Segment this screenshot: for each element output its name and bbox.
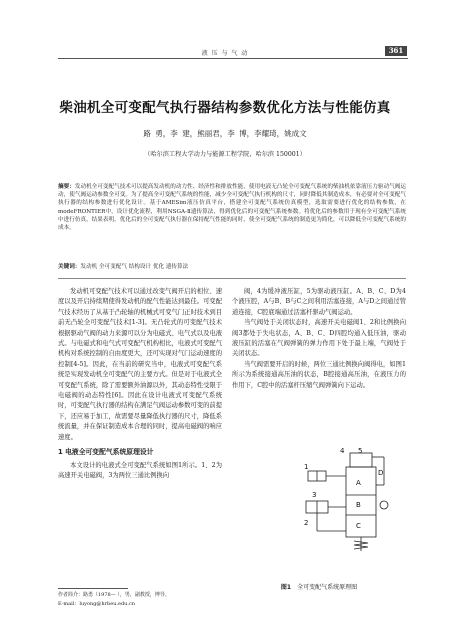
label-2: 2 bbox=[304, 519, 309, 527]
left-column bbox=[58, 287, 222, 481]
label-1: 1 bbox=[304, 463, 309, 471]
label-3: 3 bbox=[312, 491, 317, 499]
abstract-text: 发动机全可变配气技术可以提高发动机的动力性、经济性和排放性能，使用电液无凸轮全可变配气系统的柴油机依靠液压力驱动气阀运动，使气阀运动参数全可变。为了提高全可变配气系统的性能，减少全可变配气执行机构的尺寸，同时降低其制造成本，有必要对全可变配气执行器的结构参数进行优化设计。基于AMESim液压仿真平台，搭建全可变配气系统仿真模型，选取需要进行优化的结构参数，在modeFRONTIER中，设计优化流程，利用NSGA-Ⅱ遗传算法，得到优化后的可变配气系统参数。将优化后的参数用于现有全可变配气系统中进行仿真，结果表明，优化后的全可变配气执行器在保持配气性能的同时，使全可变配气系统的制造更为简化，可以降低全可变配气系统的成本。 bbox=[58, 184, 406, 232]
footnote-divider bbox=[58, 588, 128, 589]
figure-caption-label: 图1 bbox=[280, 584, 292, 591]
right-paragraph-3: 当气阀需要开启的时候，两位三通比例换向阀得电，如图1所示为系统接通高压油的状态，B腔接通高压油，在液压力的作用下，C腔中的活塞杆压缩气阀弹簧向下运动。 bbox=[232, 360, 406, 389]
author-footnote bbox=[58, 591, 228, 608]
label-d: D bbox=[378, 469, 384, 477]
right-column bbox=[232, 287, 406, 391]
footnote-email: E-mail：luyong@hrbeu.edu.cn bbox=[58, 600, 135, 607]
label-a: A bbox=[356, 479, 361, 487]
paper-title: 柴油机全可变配气执行器结构参数优化方法与性能仿真 bbox=[59, 100, 391, 116]
figure-caption-text: 全可变配气系统原理图 bbox=[297, 584, 358, 591]
abstract-divider bbox=[58, 278, 406, 279]
label-c: C bbox=[356, 522, 361, 530]
journal-header: 液 压 与 气 动 bbox=[201, 50, 249, 57]
authors: 路 勇，李 建，熊丽君，李 博，李耀琦，姚成文 bbox=[143, 129, 307, 138]
right-paragraph-2: 当气阀处于关闭状态时，高速开关电磁阀1、2和比例换向阀3都处于失电状态，A、B、C、D四腔均通入低压油，驱动液压缸的活塞在气阀弹簧的弹力作用下处于最上端，气阀处于关闭状态。 bbox=[232, 319, 406, 358]
section-heading: 1 电液全可变配气系统原理设计 bbox=[58, 448, 154, 457]
figure-caption bbox=[232, 582, 406, 591]
intro-paragraph: 发动机可变配气技术可以通过改变气阀开启的相位、速度以及开启持续期使得发动机的配气性能达到最佳。可变配气技术经历了从基于凸轮轴的机械式可变气门正时技术到目前无凸轮全可变配气技术[1-3]。无凸轮式的可变配气技术根据驱动气阀的动力来源可以分为电磁式、电气式以及电液式。与电磁式和电气式可变配气机构相比，电液式可变配气机构对系统控制的自由度更大，还可实现对气门运动速度的控制[4-5]。因此，在当前的研究当中，电液式可变配气系统是实现发动机全可变配气的主要方式。但是对于电液式全可变配气系统，除了需要额外油源以外，其动态特性受限于电磁阀的动态特性[6]。因此在设计电液式可变配气系统时，可变配气执行器的结构在满足气阀运动参数可变的前提下，还应易于加工，故需要尽量降低执行器的尺寸，降低系统流量，并在保证制造成本合理的同时，提高电磁阀的响应速度。 bbox=[58, 288, 222, 441]
system-schematic-figure bbox=[304, 445, 390, 559]
affiliation: （哈尔滨工程大学动力与能源工程学院，哈尔滨 150001） bbox=[144, 151, 306, 158]
keywords bbox=[58, 262, 406, 270]
label-4: 4 bbox=[340, 447, 345, 455]
section-paragraph: 本文设计的电液式全可变配气系统如图1所示。1、2为高速开关电磁阀，3为两位三通比例换向 bbox=[58, 461, 222, 479]
right-paragraph-1: 阀，4为缓冲液压缸，5为驱动液压缸。A、B、C、D为4个液压腔，A与B、B与C之间利用活塞连接，A与D之间通过管道连接，C腔底端通过活塞杆驱动气阀运动。 bbox=[232, 288, 406, 316]
page-number: 361 bbox=[385, 46, 407, 56]
keywords-label: 关键词： bbox=[58, 264, 81, 270]
header-divider bbox=[58, 58, 408, 59]
label-b: B bbox=[356, 501, 361, 509]
abstract-label: 摘要： bbox=[58, 184, 75, 190]
abstract bbox=[58, 183, 406, 256]
footnote-author-bio: 作者简介：路勇（1978— ），男，副教授，博导。 bbox=[58, 592, 170, 598]
keywords-text: 发动机 全可变配气 结构设计 优化 遗传算法 bbox=[80, 264, 189, 270]
label-5: 5 bbox=[358, 447, 363, 455]
